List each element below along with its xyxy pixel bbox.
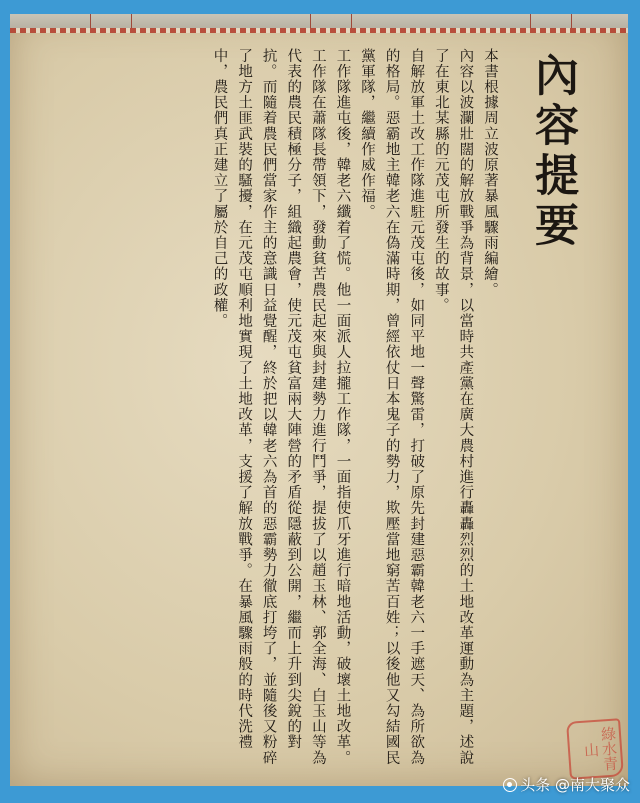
paragraph: 本書根據周立波原著暴風驟雨編繪。 (482, 48, 498, 298)
paragraph: 自解放軍土改工作隊進駐元茂屯後，如同平地一聲驚雷，打破了原先封建惡霸韓老六一手遮天、為所欲為的格局。惡霸地主韓老六在偽滿時期，曾經依仗日本鬼子的勢力，欺壓當地窮苦百姓；以後他又勾結國民黨軍隊，繼續作威作福。 (359, 48, 425, 766)
band-ornament (310, 14, 352, 28)
red-seal-stamp: 綠水青山 (566, 718, 624, 780)
band-ornament (530, 14, 572, 28)
band-ornament (90, 14, 132, 28)
watermark-text: 头条 @南大聚众 (520, 776, 630, 794)
top-border-pattern (10, 28, 628, 33)
paragraph: 內容以波瀾壯闊的解放戰爭為背景，以當時共產黨在廣大農村進行轟轟烈烈的土地改革運動為主題，述說了在東北某縣的元茂屯所發生的故事。 (432, 48, 474, 766)
paragraph: 工作隊進屯後，韓老六纖着了慌。他一面派人拉攏工作隊，一面指使爪牙進行暗地活動，破壞土地改革。工作隊在蕭隊長帶領下，發動貧苦農民起來與封建勢力進行鬥爭，提拔了以趙玉林、郭全海、白玉山等為代表的農民積極分子，組織起農會，使元茂屯貧富兩大陣營的矛盾從隱蔽到公開，繼而上升到尖銳的對抗。而隨着農民們當家作主的意識日益覺醒，終於把以韓老六為首的惡霸勢力徹底打垮了，並隨後又粉碎了地方土匪武裝的騷擾，在元茂屯順利地實現了土地改革，支援了解放戰爭。在暴風驟雨般的時代洗禮中，農民們真正建立了屬於自己的政權。 (211, 48, 351, 766)
watermark-logo-icon (503, 778, 517, 792)
watermark (503, 774, 630, 795)
document-title: 內容提要 (527, 52, 578, 252)
paper-page (10, 14, 628, 786)
summary-text-block (64, 48, 584, 768)
